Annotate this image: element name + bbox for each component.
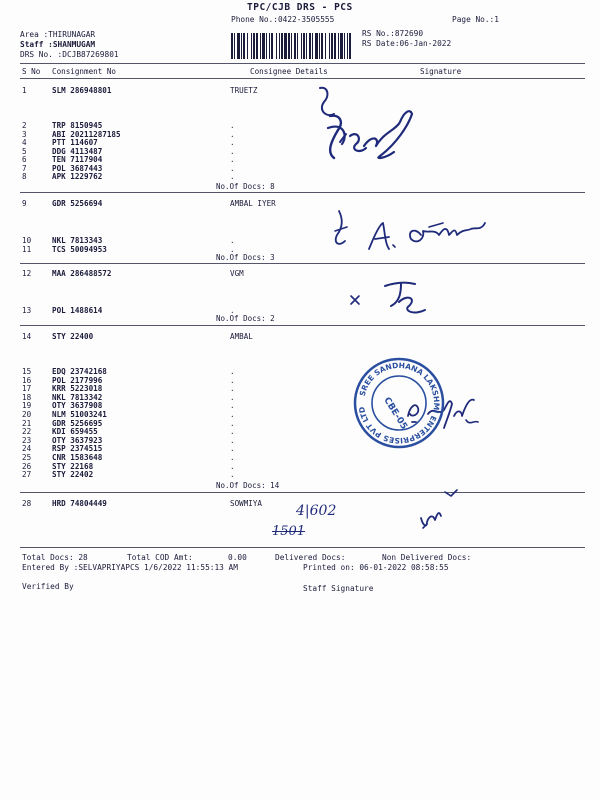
- no-of-docs: No.Of Docs: 8: [216, 182, 275, 191]
- consignee-name: AMBAL IYER: [230, 199, 276, 208]
- consignee-name: AMBAL: [230, 332, 253, 341]
- table-row: 12 MAA 286488572 VGM: [22, 269, 244, 278]
- table-row: 14 STY 22400 AMBAL: [22, 332, 253, 341]
- consignee-name: SOWMIYA: [230, 499, 263, 508]
- table-row: 25 CNR 1583648 .: [22, 453, 235, 462]
- col-consignment: Consignment No: [52, 67, 117, 76]
- signature-3: [345, 276, 435, 326]
- rs-date: RS Date:06-Jan-2022: [362, 39, 452, 48]
- table-row: 9 GDR 5256694 AMBAL IYER: [22, 199, 276, 208]
- barcode-image: [229, 32, 355, 60]
- signature-1: [300, 82, 450, 192]
- table-row: 23 OTY 3637923 .: [22, 435, 235, 445]
- col-signature: Signature: [420, 67, 462, 76]
- table-row: 15 EDQ 23742168 .: [22, 367, 235, 376]
- no-of-docs: No.Of Docs: 2: [216, 314, 275, 323]
- entered-by: Entered By :SELVAPRIYAPCS 1/6/2022 11:55:13 AM: [22, 563, 238, 572]
- drs-number: DRS No. :DCJB87269801: [20, 50, 119, 59]
- table-row: 27 STY 22402 .: [22, 470, 235, 480]
- staff-label: Staff :SHANMUGAM: [20, 40, 96, 49]
- area-label: Area :THIRUNAGAR: [20, 30, 96, 39]
- stamp-ring-text: SREE SANDHANA LAKSHMI ENTERPRISES PVT LTD: [357, 360, 442, 446]
- delivered-docs: Delivered Docs:: [275, 553, 346, 562]
- table-row: 17 KRR 5223018 .: [22, 384, 235, 394]
- group-divider: [20, 492, 585, 493]
- total-docs: Total Docs: 28: [22, 553, 88, 562]
- document-title: TPC/CJB DRS - PCS: [247, 2, 353, 13]
- table-row: 13 POL 1488614 .: [22, 306, 235, 315]
- table-row: 5 DDG 4113487 .: [22, 146, 235, 156]
- verified-by: Verified By: [22, 582, 74, 591]
- table-row: 4 PTT 114607 .: [22, 138, 235, 147]
- consignee-name: TRUETZ: [230, 86, 258, 95]
- printed-on: Printed on: 06-01-2022 08:58:55: [303, 563, 449, 572]
- table-row: 21 GDR 5256695 .: [22, 418, 235, 428]
- signature-5: [405, 488, 465, 533]
- table-row: 28 HRD 74804449 SOWMIYA: [22, 499, 263, 508]
- table-row: 20 NLM 51003241 .: [22, 410, 235, 419]
- col-sno: S No: [22, 67, 41, 76]
- consignee-name: VGM: [230, 269, 244, 278]
- group-divider: [20, 263, 585, 264]
- staff-signature: Staff Signature: [303, 584, 374, 593]
- table-row: 11 TCS 50094953 .: [22, 244, 235, 254]
- footer-rule: [20, 547, 585, 548]
- table-row: 16 POL 2177996 .: [22, 375, 235, 385]
- header-rule-bottom: [20, 78, 585, 79]
- non-delivered-docs: Non Delivered Docs:: [382, 553, 472, 562]
- table-row: 6 TEN 7117904 .: [22, 155, 235, 164]
- table-row: 26 STY 22168 .: [22, 461, 235, 471]
- rs-number: RS No.:872690: [362, 29, 424, 38]
- total-cod-label: Total COD Amt:: [127, 553, 193, 562]
- col-consignee: Consignee Details: [250, 67, 328, 76]
- table-row: 19 OTY 3637908 .: [22, 401, 235, 411]
- handwritten-note: 4|602: [296, 503, 337, 519]
- table-row: 24 RSP 2374515 .: [22, 444, 235, 454]
- header-rule-top: [20, 63, 585, 64]
- company-stamp: [352, 356, 446, 450]
- table-row: 2 TRP 8150945 .: [22, 121, 235, 130]
- page-number: Page No.:1: [452, 15, 499, 24]
- total-cod-value: 0.00: [228, 553, 247, 562]
- group-divider: [20, 325, 585, 326]
- table-row: 22 KDI 659455 .: [22, 427, 235, 437]
- table-row: 10 NKL 7813343 .: [22, 236, 235, 245]
- no-of-docs: No.Of Docs: 14: [216, 481, 280, 490]
- table-row: 8 APK 1229762 .: [22, 172, 235, 181]
- table-row: 7 POL 3687443 .: [22, 163, 235, 173]
- no-of-docs: No.Of Docs: 3: [216, 253, 275, 262]
- handwritten-note: 1501: [272, 524, 306, 539]
- table-row: 1 SLM 286948801 TRUETZ: [22, 86, 258, 95]
- stamp-center-text: CBE-05: [381, 395, 409, 432]
- table-row: 3 ABI 20211287185 .: [22, 129, 235, 139]
- phone-number: Phone No.:0422-3505555: [231, 15, 335, 24]
- table-row: 18 NKL 7813342 .: [22, 392, 235, 402]
- group-divider: [20, 192, 585, 193]
- signature-2: [325, 205, 505, 260]
